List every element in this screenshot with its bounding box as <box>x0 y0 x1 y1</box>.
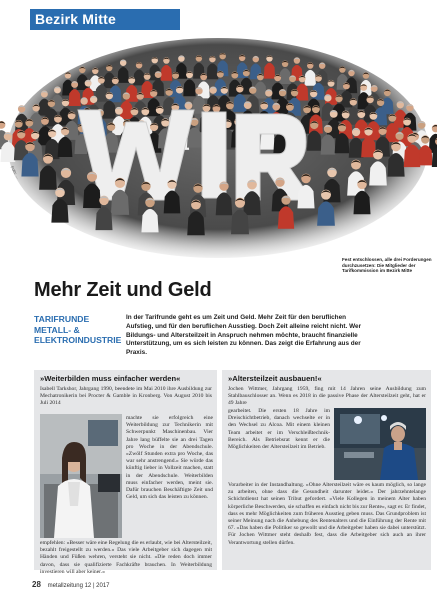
section-title: Bezirk Mitte <box>35 11 116 27</box>
page-number: 28 <box>32 580 41 589</box>
box-title: »Altersteilzeit ausbauen!« <box>228 374 322 383</box>
section-header <box>30 9 180 30</box>
box-text: empfehlen: »Besser wäre eine Regelung die es erlaubt, wie bei Altersteilzeit, bezahlt freigestellt zu werden.« Das viele Arbeitgeber sich dagegen mit Händen und Füßen wehren, versteht sie nicht. »Die reden doch immer davon, dass sie qualifizierte Fachkräfte brauchen. In Weiterbildung investieren will aber keiner.« <box>40 540 212 575</box>
info-box-weiterbildung <box>34 370 217 575</box>
kicker-line: TARIFRUNDE <box>34 314 90 324</box>
box-text: Vorarbeiter in der Instandhaltung. »Ohne Altersteilzeit wäre es kaum möglich, so lange zu arbeiten, ohne dass die Gesundheit darunter leidet.« Der jahrzehntelange Schichtdienst hat seinen Tribut gefordert. »Viele Kollegen in meinem Alter haben körperliche Beschwerden, sie schaffen es einfach nicht bis zur Rente«, sagt er. Er findet, dass es mehr Möglichkeiten zum früheren Ausstieg geben muss. Das Grundproblem ist seiner Meinung nach die Anhebung des Rentenalters und die Einführung der Rente mit 67. »Das haben die Politiker so gewollt und die Arbeitgeber haben sie dabei unterstützt. Für Jochen Wittmer steht deshalb fest, dass die Arbeitgeber sich auch an ihrer Verantwortung stellen dürfen. <box>228 482 426 546</box>
worker-photo <box>334 408 426 480</box>
portrait-photo <box>40 414 122 538</box>
box-text: gearbeitet. Die ersten 18 Jahre im Dreischichtbetrieb, danach wechselte er in den Wechsel zu Alcoa. Mit einem kleinen Team arbeitet er im Verschleißtechnik-Bereich. Als Betriebsrat kennt er die Möglichkeiten der Altersteilzeit im Betrieb. <box>228 408 330 451</box>
article-kicker <box>34 314 124 346</box>
kicker-line: ELEKTROINDUSTRIE <box>34 335 122 345</box>
box-text: Jochen Wittmer, Jahrgang 1959, fing mit 14 Jahren seine Ausbildung zum Stahlbauschlosser an. Wenn es 2018 in die passive Phase der Altersteilzeit geht, hat er 49 Jahre <box>228 386 426 407</box>
publication-name: metallzeitung 12 | 2017 <box>47 583 110 589</box>
box-title: »Weiterbilden muss einfacher werden« <box>40 374 181 383</box>
kicker-line: METALL- & <box>34 324 80 335</box>
article-lead: In der Tarifrunde geht es um Zeit und Geld. Mehr Zeit für den beruflichen Aufstieg, und für den beruflichen Ausstieg. Doch Zeit alleine reicht nicht. Wer Bildungs- und Altersteilzeit in Anspruch nehmen möchte, braucht finanzielle Unterstützung, um es sich leisten zu können. Das zeigt die Erfahrung aus der Praxis. <box>126 314 362 357</box>
box-text: Isabell Tarkshor, Jahrgang 1990, beendete im Mai 2010 ihre Ausbildung zur Mechatronikerin bei Procter & Gamble in Kronberg. Von August 2010 bis Juli 2014 <box>40 386 212 407</box>
info-box-altersteilzeit <box>222 370 431 570</box>
photo-caption: Fest entschlossen, alle drei Forderungen durchzusetzen: Die Mitglieder der Tarifkommission im Bezirk Mitte <box>342 257 432 274</box>
photo-credit: Foto: ... <box>9 165 21 180</box>
article-headline: Mehr Zeit und Geld <box>34 279 212 301</box>
group-photo <box>0 30 437 285</box>
page-footer <box>32 580 110 589</box>
box-text: machte sie erfolgreich eine Weiterbildung zur Technikerin mit Schwerpunkt Maschinenbau. Vier Jahre lang büffelte sie an drei Tagen pro Woche in der Abendschule. »Zwölf Stunden extra pro Woche, das war sehr anstrengend.« Sie würde das künftig lieber in Vollzeit machen, statt in der Abendschule. Weiterbilden muss einfacher werden, meint sie. Dafür brauchen Beschäftigte Zeit und Geld, um sich das leisten zu können. <box>126 415 213 501</box>
